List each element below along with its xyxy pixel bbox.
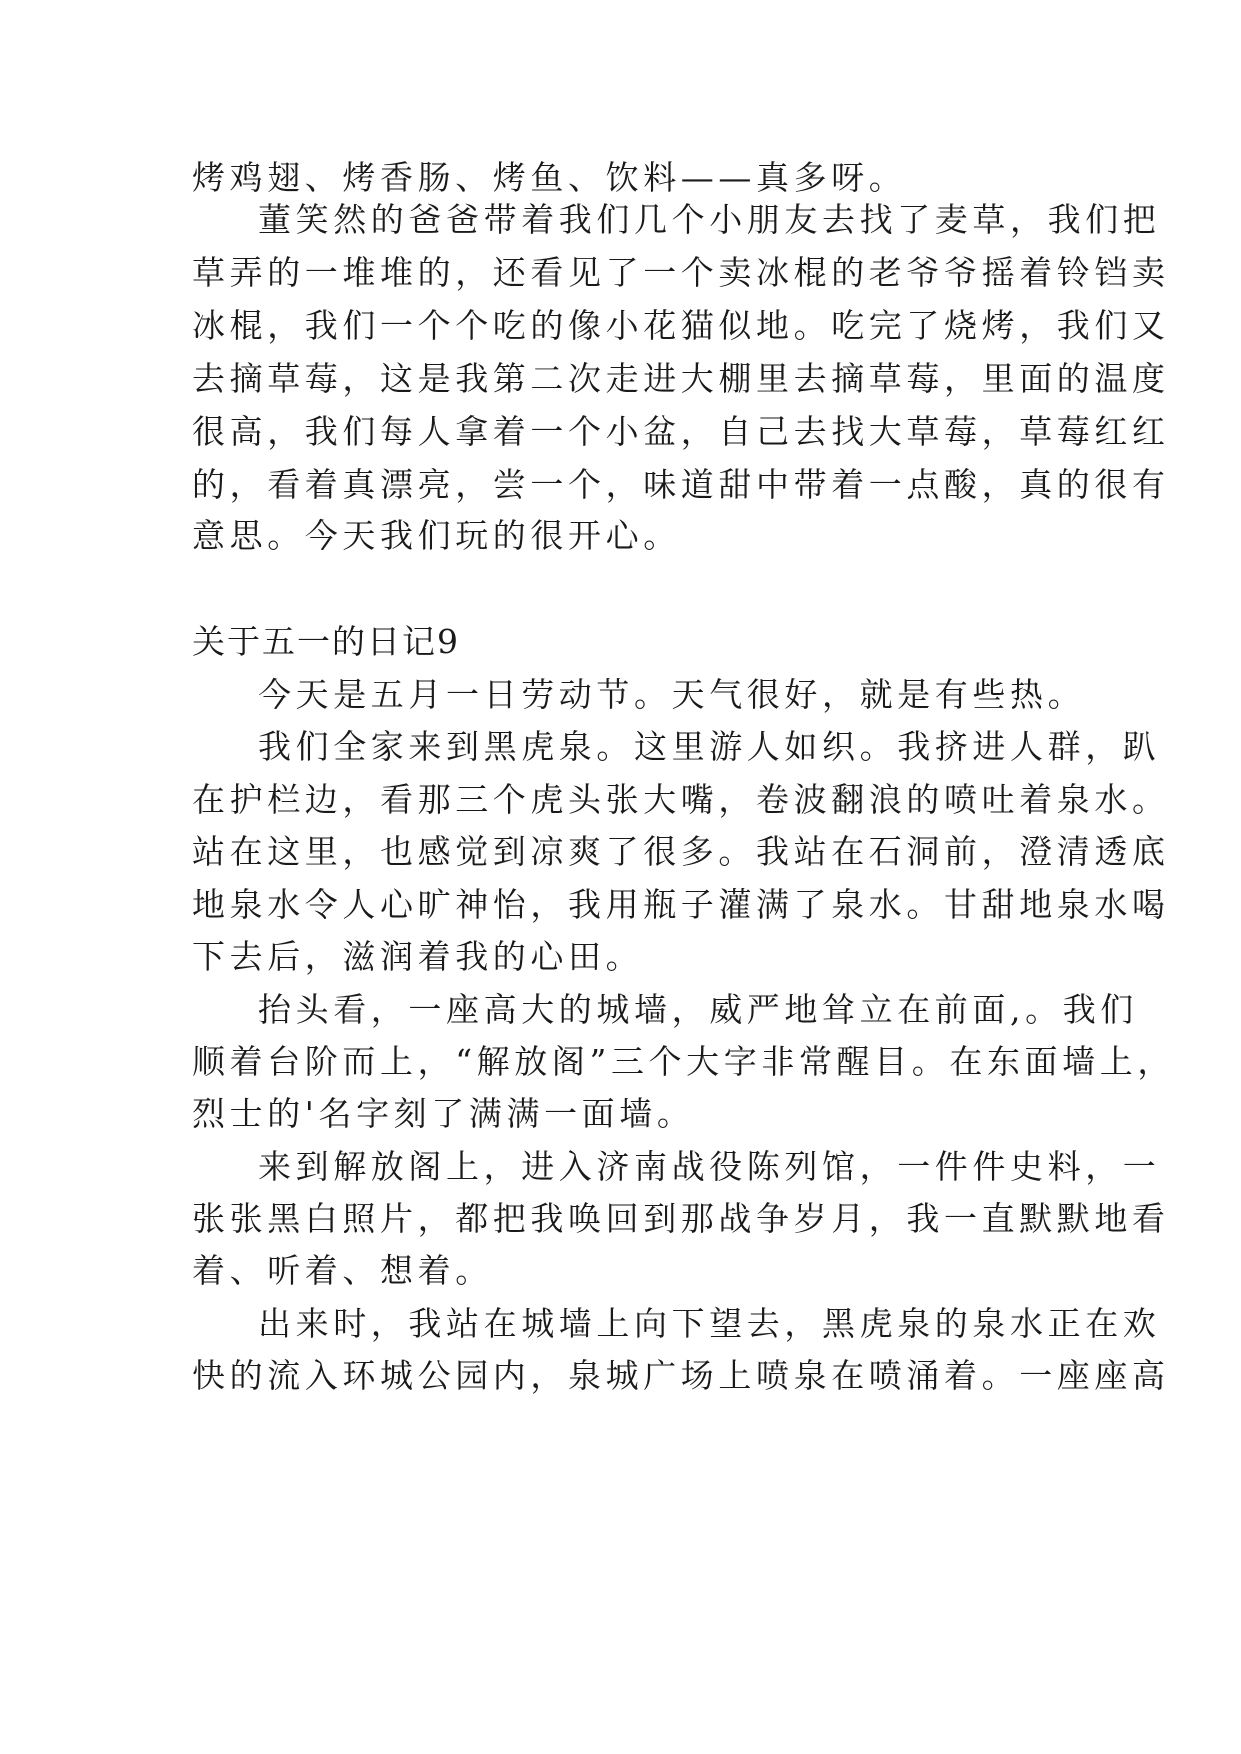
- paragraph-first-line: 出来时，我站在城墙上向下望去，黑虎泉的泉水正在欢: [258, 1304, 1161, 1343]
- text-line: 下去后，滋润着我的心田。: [192, 937, 644, 976]
- text-line: 去摘草莓，这是我第二次走进大棚里去摘草莓，里面的温度: [192, 359, 1170, 398]
- text-line: 很高，我们每人拿着一个小盆，自己去找大草莓，草莓红红: [192, 412, 1170, 451]
- section-heading: 关于五一的日记9: [192, 622, 460, 661]
- paragraph-first-line: 抬头看，一座高大的城墙，威严地耸立在前面,。我们: [258, 990, 1138, 1029]
- text-line: 草弄的一堆堆的，还看见了一个卖冰棍的老爷爷摇着铃铛卖: [192, 253, 1170, 292]
- paragraph-first-line: 来到解放阁上，进入济南战役陈列馆，一件件史料，一: [258, 1147, 1161, 1186]
- paragraph-first-line: 我们全家来到黑虎泉。这里游人如织。我挤进人群，趴: [258, 727, 1161, 766]
- text-line: 在护栏边，看那三个虎头张大嘴，卷波翻浪的喷吐着泉水。: [192, 780, 1170, 819]
- text-line: 张张黑白照片，都把我唤回到那战争岁月，我一直默默地看: [192, 1199, 1170, 1238]
- text-line: 着、听着、想着。: [192, 1251, 493, 1290]
- text-line: 意思。今天我们玩的很开心。: [192, 516, 681, 555]
- paragraph-first-line: 今天是五月一日劳动节。天气很好，就是有些热。: [258, 675, 1086, 714]
- text-line: 的，看着真漂亮，尝一个，味道甜中带着一点酸，真的很有: [192, 465, 1170, 504]
- text-line: 烈士的'名字刻了满满一面墙。: [192, 1094, 695, 1133]
- text-line: 烤鸡翅、烤香肠、烤鱼、饮料——真多呀。: [192, 158, 907, 197]
- text-line: 快的流入环城公园内，泉城广场上喷泉在喷涌着。一座座高: [192, 1356, 1170, 1395]
- text-line: 冰棍，我们一个个吃的像小花猫似地。吃完了烧烤，我们又: [192, 306, 1170, 345]
- paragraph-first-line: 董笑然的爸爸带着我们几个小朋友去找了麦草，我们把: [258, 200, 1161, 239]
- text-line: 站在这里，也感觉到凉爽了很多。我站在石洞前，澄清透底: [192, 832, 1170, 871]
- text-line: 顺着台阶而上，“解放阁”三个大字非常醒目。在东面墙上，: [192, 1042, 1175, 1081]
- text-line: 地泉水令人心旷神怡，我用瓶子灌满了泉水。甘甜地泉水喝: [192, 885, 1170, 924]
